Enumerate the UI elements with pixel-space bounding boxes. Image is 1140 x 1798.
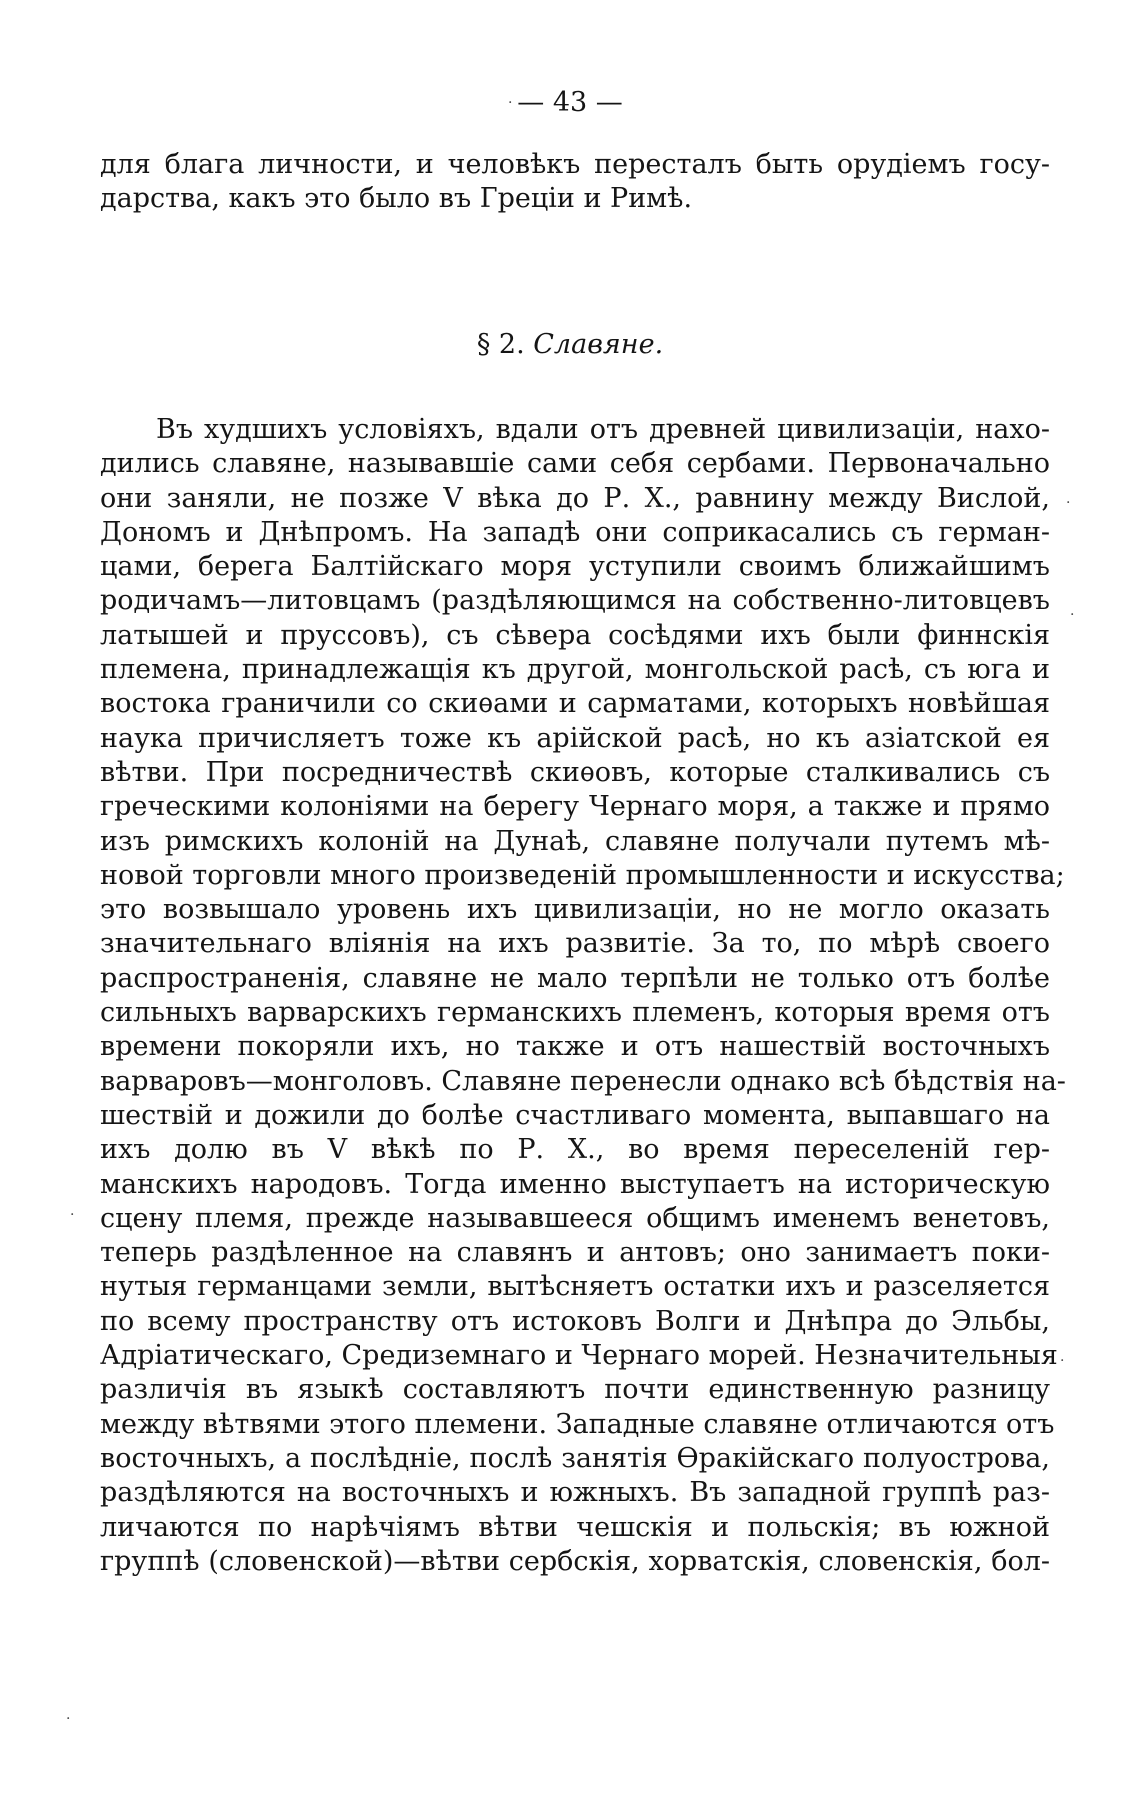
text-line: группѣ (словенской)—вѣтви сербскія, хорватскія, словенскія, бол- (100, 1545, 1050, 1577)
text-line: восточныхъ, а послѣдніе, послѣ занятія Ѳракійскаго полуострова, (100, 1442, 1050, 1474)
text-line: значительнаго вліянія на ихъ развитіе. За то, по мѣрѣ своего (100, 928, 1050, 960)
scan-speck: · (1060, 1353, 1065, 1369)
section-heading (0, 330, 1140, 360)
scan-speck: · (1070, 607, 1075, 623)
section-number: § 2. (476, 329, 525, 360)
text-line: теперь раздѣленное на славянъ и антовъ; оно занимаетъ поки- (100, 1237, 1050, 1269)
text-line: дарства, какъ это было въ Греціи и Римѣ. (100, 183, 693, 215)
text-line: манскихъ народовъ. Тогда именно выступаетъ на историческую (100, 1168, 1050, 1200)
text-line: личаются по нарѣчіямъ вѣтви чешскія и польскія; въ южной (100, 1511, 1050, 1543)
text-line: нутыя германцами земли, вытѣсняетъ остатки ихъ и разселяется (100, 1271, 1050, 1303)
text-line: новой торговли много произведеній промышленности и искусства; (100, 859, 1065, 891)
scan-speck: · (66, 1711, 71, 1727)
text-line: распространенія, славяне не мало терпѣли не только отъ болѣе (100, 962, 1050, 994)
text-line: для блага личности, и человѣкъ пересталъ быть орудіемъ госу- (100, 149, 1050, 180)
text-line: между вѣтвями этого племени. Западные славяне отличаются отъ (100, 1408, 1055, 1440)
intro-paragraph (100, 148, 1050, 217)
text-line: вѣтви. При посредничествѣ скиѳовъ, которые сталкивались съ (100, 756, 1050, 788)
text-line: дились славяне, называвшіе сами себя сербами. Первоначально (100, 448, 1050, 480)
text-line: различія въ языкѣ составляютъ почти единственную разницу (100, 1374, 1050, 1406)
text-line: греческими колоніями на берегу Чернаго моря, а также и прямо (100, 791, 1050, 823)
text-line: Адріатическаго, Средиземнаго и Чернаго морей. Незначительныя (100, 1340, 1058, 1372)
text-line: племена, принадлежащія къ другой, монгольской расѣ, съ юга и (100, 654, 1050, 686)
text-line: востока граничили со скиѳами и сарматами, которыхъ новѣйшая (100, 688, 1050, 720)
scan-speck: · (1066, 495, 1071, 511)
text-line: родичамъ—литовцамъ (раздѣляющимся на собственно-литовцевъ (100, 585, 1050, 617)
text-line: сильныхъ варварскихъ германскихъ племенъ, которыя время отъ (100, 997, 1050, 1029)
scan-speck: · (70, 1207, 75, 1223)
text-line: раздѣляются на восточныхъ и южныхъ. Въ западной группѣ раз- (100, 1477, 1050, 1509)
text-line: это возвышало уровень ихъ цивилизаціи, но не могло оказать (100, 894, 1050, 926)
text-line: латышей и пруссовъ), съ сѣвера сосѣдями ихъ были финнскія (100, 619, 1050, 651)
scan-speck: · (508, 95, 513, 111)
text-line: ихъ долю въ V вѣкѣ по Р. Х., во время переселеній гер- (100, 1134, 1050, 1166)
text-line: Дономъ и Днѣпромъ. На западѣ они соприкасались съ герман- (100, 516, 1050, 548)
text-line: цами, берега Балтійскаго моря уступили своимъ ближайшимъ (100, 551, 1050, 583)
text-line: Въ худшихъ условіяхъ, вдали отъ древней цивилизаціи, нахо- (156, 414, 1050, 445)
text-line: сцену племя, прежде называвшееся общимъ именемъ венетовъ, (100, 1202, 1050, 1234)
page-number: — 43 — (517, 87, 623, 118)
text-line: изъ римскихъ колоній на Дунаѣ, славяне получали путемъ мѣ- (100, 825, 1050, 857)
main-paragraph (100, 413, 1066, 1579)
text-line: наука причисляетъ тоже къ арійской расѣ, но къ азіатской ея (100, 722, 1050, 754)
text-line: шествій и дожили до болѣе счастливаго момента, выпавшаго на (100, 1099, 1050, 1131)
text-line: по всему пространству отъ истоковъ Волги и Днѣпра до Эльбы, (100, 1305, 1050, 1337)
text-line: они заняли, не позже V вѣка до Р. Х., равнину между Вислой, (100, 482, 1050, 514)
text-line: времени покоряли ихъ, но также и отъ нашествій восточныхъ (100, 1031, 1050, 1063)
section-title: Славяне. (533, 329, 664, 360)
text-line: варваровъ—монголовъ. Славяне перенесли однако всѣ бѣдствія на- (100, 1065, 1066, 1097)
